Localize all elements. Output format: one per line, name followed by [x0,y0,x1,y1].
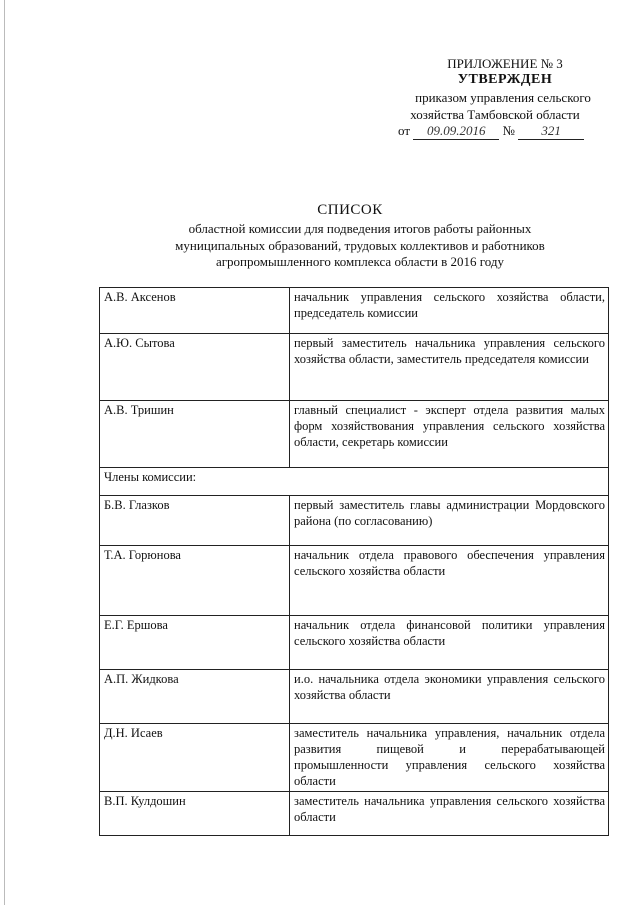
table-row [100,401,609,468]
member-position: начальник отдела финансовой политики управления сельского хозяйства области [290,616,609,670]
order-date-number [398,122,584,140]
member-name: Т.А. Горюнова [100,546,290,616]
member-position: и.о. начальника отдела экономики управления сельского хозяйства области [290,670,609,724]
member-position: главный специалист - эксперт отдела развития малых форм хозяйствования управления сельского хозяйства области, секретарь комиссии [290,401,609,468]
subtitle-line-1: областной комиссии для подведения итогов работы районных [188,221,532,236]
member-name: А.П. Жидкова [100,670,290,724]
member-position: первый заместитель начальника управления сельского хозяйства области, заместитель председателя комиссии [290,334,609,401]
table-row [100,546,609,616]
approved-label: УТВЕРЖДЕН [457,72,553,87]
member-name: А.В. Тришин [100,401,290,468]
member-name: В.П. Кулдошин [100,792,290,836]
member-position: первый заместитель главы администрации Мордовского района (по согласованию) [290,496,609,546]
order-line-1: приказом управления сельского [415,90,591,105]
document-title: СПИСОК [317,202,383,218]
member-position: заместитель начальника управления сельского хозяйства области [290,792,609,836]
table-row [100,288,609,334]
commission-table [99,287,609,836]
member-name: А.В. Аксенов [100,288,290,334]
member-name: Б.В. Глазков [100,496,290,546]
members-heading: Члены комиссии: [100,468,609,496]
appendix-number: ПРИЛОЖЕНИЕ № 3 [447,56,563,71]
table-row [100,468,609,496]
page-edge-line [4,0,5,905]
member-name: Е.Г. Ершова [100,616,290,670]
number-prefix: № [502,123,515,138]
subtitle-line-3: агропромышленного комплекса области в 2016 году [215,254,505,269]
table-row [100,670,609,724]
date-prefix: от [398,123,411,138]
order-date-handwritten: 09.09.2016 [413,122,499,140]
member-name: А.Ю. Сытова [100,334,290,401]
table-row [100,496,609,546]
subtitle-line-2: муниципальных образований, трудовых коллективов и работников [175,238,545,253]
table-row [100,616,609,670]
member-position: начальник отдела правового обеспечения управления сельского хозяйства области [290,546,609,616]
table-row [100,792,609,836]
table-row [100,724,609,792]
member-position: заместитель начальника управления, начальник отдела развития пищевой и перерабатывающей промышленности управления сельского хозяйства области [290,724,609,792]
member-position: начальник управления сельского хозяйства области, председатель комиссии [290,288,609,334]
table-row [100,334,609,401]
member-name: Д.Н. Исаев [100,724,290,792]
order-number-handwritten: 321 [518,122,584,140]
order-line-2: хозяйства Тамбовской области [410,107,580,122]
